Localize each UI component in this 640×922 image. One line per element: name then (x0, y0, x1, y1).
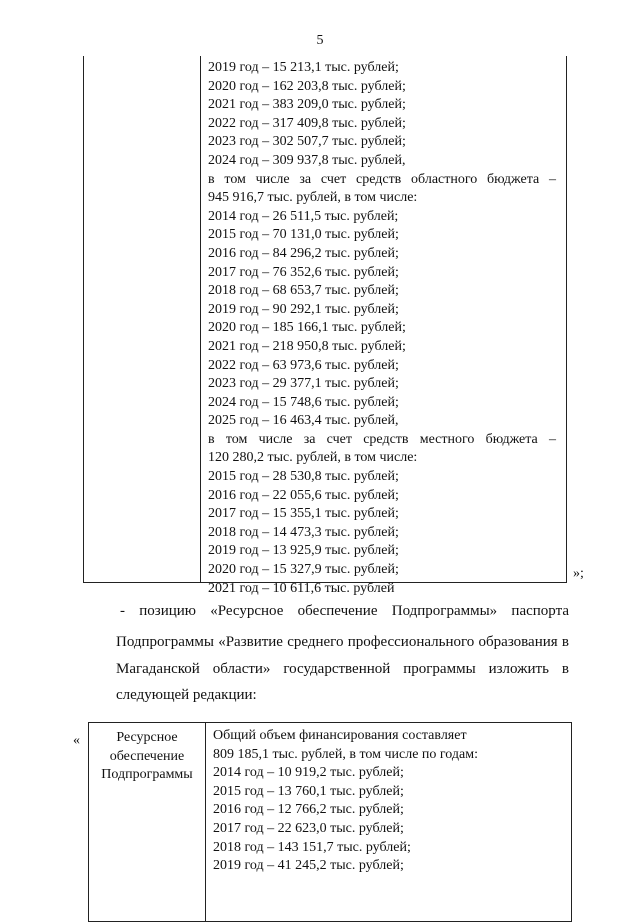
funding-line: 2016 год – 22 055,6 тыс. рублей; (208, 487, 399, 503)
funding-cell (208, 59, 556, 598)
row-label-line: обеспечение (109, 748, 185, 764)
funding-line: 2025 год – 16 463,4 тыс. рублей, (208, 413, 399, 429)
funding-line: 2019 год – 90 292,1 тыс. рублей; (208, 301, 399, 317)
column-divider (200, 56, 201, 582)
paragraph-line: - позицию «Ресурсное обеспечение Подпрограммы» паспорта (120, 603, 569, 619)
funding-table-continued (83, 56, 567, 596)
column-divider (205, 723, 206, 921)
resource-provision-table (88, 722, 572, 922)
funding-line: 2018 год – 14 473,3 тыс. рублей; (208, 524, 399, 540)
opening-quote: « (73, 733, 80, 748)
funding-line: 2022 год – 63 973,6 тыс. рублей; (208, 357, 399, 373)
funding-line: 2017 год – 15 355,1 тыс. рублей; (208, 506, 399, 522)
funding-line: 2019 год – 15 213,1 тыс. рублей; (208, 60, 399, 75)
funding-line: 2018 год – 143 151,7 тыс. рублей; (213, 839, 411, 855)
funding-line: 2022 год – 317 409,8 тыс. рублей; (208, 115, 406, 131)
funding-line: 2023 год – 29 377,1 тыс. рублей; (208, 376, 399, 392)
funding-line: 2017 год – 76 352,6 тыс. рублей; (208, 264, 399, 280)
paragraph-line: Подпрограммы «Развитие среднего профессионального образования в (116, 634, 569, 650)
funding-line: 120 280,2 тыс. рублей, в том числе: (208, 450, 418, 466)
funding-line: 2017 год – 22 623,0 тыс. рублей; (213, 820, 404, 836)
funding-line: 2016 год – 12 766,2 тыс. рублей; (213, 802, 404, 818)
funding-line: 2014 год – 10 919,2 тыс. рублей; (213, 765, 404, 781)
funding-line: 2019 год – 13 925,9 тыс. рублей; (208, 543, 399, 559)
funding-line: 2015 год – 70 131,0 тыс. рублей; (208, 227, 399, 243)
paragraph-line: следующей редакции: (116, 687, 257, 703)
row-label-line: Подпрограммы (101, 767, 193, 783)
funding-cell (213, 727, 563, 876)
funding-line: 2021 год – 10 611,6 тыс. рублей (208, 580, 395, 596)
funding-line: 2015 год – 28 530,8 тыс. рублей; (208, 469, 399, 485)
funding-line: 2014 год – 26 511,5 тыс. рублей; (208, 208, 399, 224)
funding-line: 2024 год – 309 937,8 тыс. рублей, (208, 152, 406, 168)
row-label (89, 729, 205, 785)
funding-line: 2020 год – 162 203,8 тыс. рублей; (208, 78, 406, 94)
funding-line: 2020 год – 185 166,1 тыс. рублей; (208, 320, 406, 336)
funding-line: 809 185,1 тыс. рублей, в том числе по годам: (213, 746, 478, 762)
funding-line: 945 916,7 тыс. рублей, в том числе: (208, 190, 418, 206)
funding-line: 2015 год – 13 760,1 тыс. рублей; (213, 783, 404, 799)
funding-line: 2016 год – 84 296,2 тыс. рублей; (208, 245, 399, 261)
paragraph-line: Магаданской области» государственной программы изложить в (116, 661, 569, 677)
funding-line: 2021 год – 218 950,8 тыс. рублей; (208, 338, 406, 354)
closing-quote: »; (573, 566, 584, 581)
funding-line: 2021 год – 383 209,0 тыс. рублей; (208, 97, 406, 113)
funding-line: 2019 год – 41 245,2 тыс. рублей; (213, 858, 404, 874)
funding-line: 2023 год – 302 507,7 тыс. рублей; (208, 134, 406, 150)
funding-line: 2020 год – 15 327,9 тыс. рублей; (208, 562, 399, 578)
funding-line: Общий объем финансирования составляет (213, 728, 467, 743)
funding-line: 2018 год – 68 653,7 тыс. рублей; (208, 283, 399, 299)
funding-line-local-heading: в том числе за счет средств местного бюджета – (208, 431, 556, 447)
page-number: 5 (316, 33, 324, 48)
funding-line: 2024 год – 15 748,6 тыс. рублей; (208, 394, 399, 410)
funding-line-regional-heading: в том числе за счет средств областного бюджета – (208, 171, 556, 187)
row-label-line: Ресурсное (116, 730, 178, 745)
